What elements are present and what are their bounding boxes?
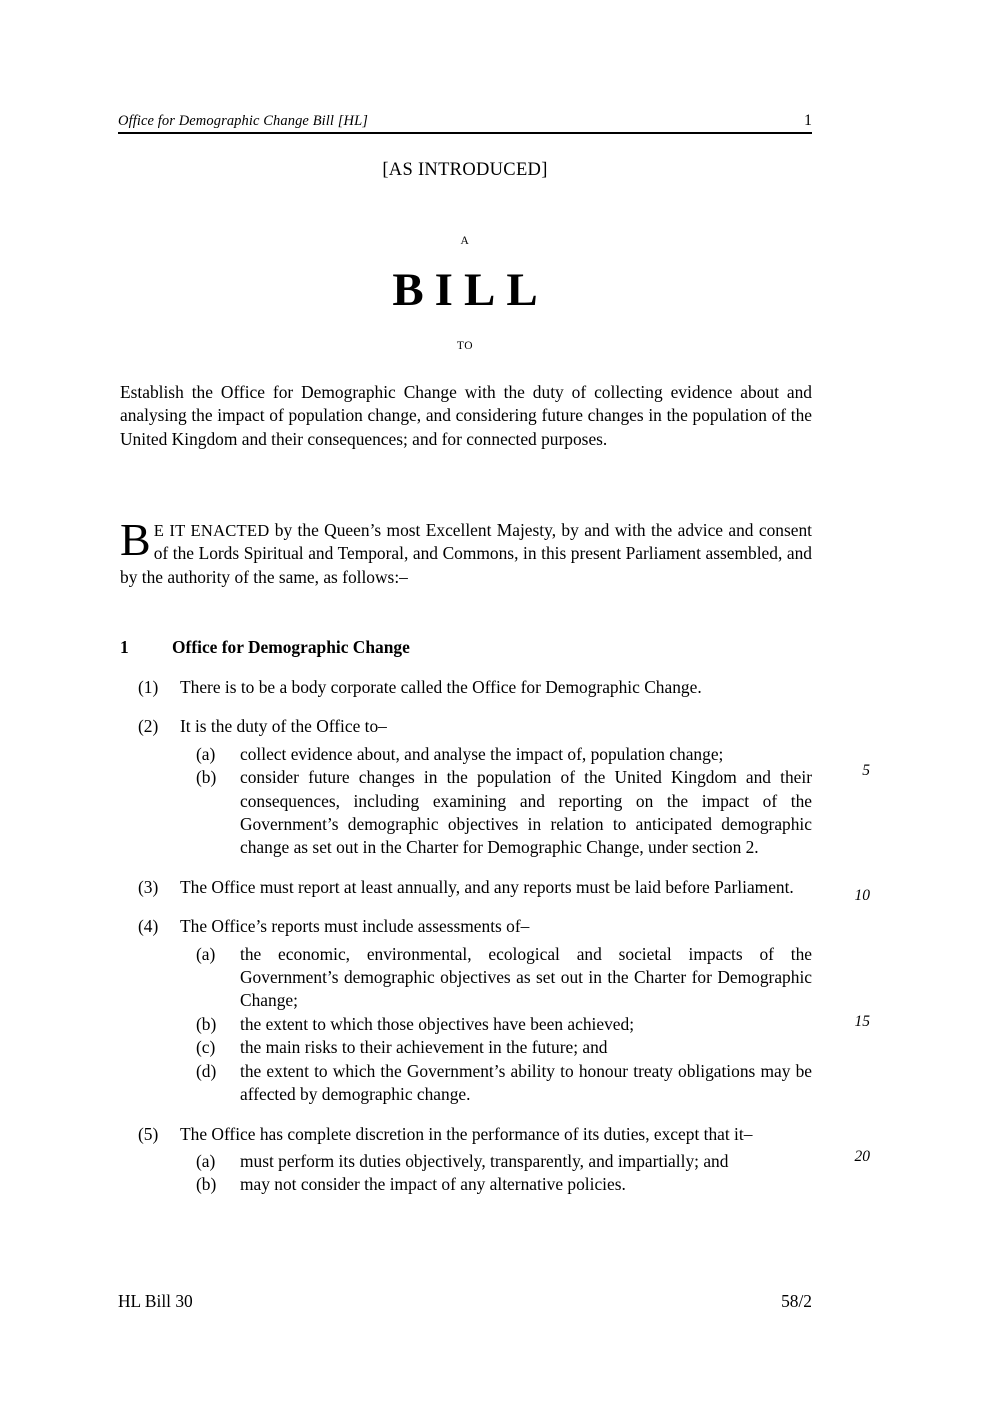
- paragraph-text: the extent to which the Government’s ability to honour treaty obligations may be affected by demographic change.: [240, 1060, 812, 1105]
- subsection: [0, 1123, 991, 1146]
- subsection-number: (1): [138, 677, 159, 697]
- paragraph: [0, 943, 991, 1013]
- subsection-text: The Office must report at least annually, and any reports must be laid before Parliament.: [180, 876, 794, 897]
- subsection: [0, 676, 991, 699]
- enacting-text: by the Queen’s most Excellent Majesty, by and with the advice and consent of the Lords Spiritual and Temporal, and Commons, in this present Parliament assembled, and by the authority of the same, as follows:–: [120, 520, 812, 587]
- paragraph-list: [0, 743, 991, 860]
- header-rule: [118, 132, 812, 134]
- paragraph-letter: (a): [196, 1150, 216, 1171]
- paragraph-text: collect evidence about, and analyse the impact of, population change;: [240, 743, 724, 764]
- section-heading: [0, 636, 991, 658]
- paragraph-text: the main risks to their achievement in the future; and: [240, 1037, 608, 1058]
- dropcap-letter: B: [120, 514, 151, 565]
- status-label: [AS INTRODUCED]: [382, 160, 548, 180]
- margin-line-number: 15: [854, 1013, 870, 1030]
- margin-line-number: 10: [854, 887, 870, 904]
- page-header: [118, 112, 812, 134]
- title-preposition: TO: [456, 340, 474, 352]
- paragraph-letter: (a): [196, 743, 216, 764]
- page-footer: [118, 1291, 812, 1312]
- enacting-formula: [120, 514, 812, 589]
- paragraph-letter: (b): [196, 1174, 217, 1195]
- subsection-number: (3): [138, 876, 159, 897]
- subsection-text: The Office has complete discretion in the performance of its duties, except that it–: [180, 1123, 753, 1144]
- header-bill-title: Office for Demographic Change Bill [HL]: [118, 113, 368, 129]
- subsection: [0, 715, 991, 738]
- footer-print-reference: 58/2: [781, 1291, 812, 1311]
- bill-body: [0, 636, 991, 1213]
- paragraph-letter: (c): [196, 1037, 216, 1058]
- enacting-smallcaps: E IT ENACTED: [153, 521, 270, 540]
- margin-line-number: 20: [854, 1148, 870, 1165]
- paragraph-letter: (a): [196, 943, 216, 964]
- long-title: Establish the Office for Demographic Change with the duty of collecting evidence about and analysing the impact of population change, and considering future changes in the population of the United Kingdom and their consequences; and for connected purposes.: [120, 382, 812, 449]
- paragraph-text: consider future changes in the population of the United Kingdom and their consequences, including examining and reporting on the impact of the Government’s demographic objectives in relation to anticipated demographic change as set out in the Charter for Demographic Change, under section 2.: [240, 767, 812, 858]
- paragraph: [0, 766, 991, 860]
- page-title: BILL: [392, 264, 549, 316]
- paragraph-text: the extent to which those objectives have been achieved;: [240, 1013, 635, 1034]
- margin-line-number: 5: [862, 762, 870, 779]
- subsection-number: (2): [138, 716, 159, 737]
- header-row: [118, 112, 812, 130]
- subsection-number: (5): [138, 1123, 159, 1144]
- paragraph: [0, 1173, 991, 1196]
- subsection: [0, 915, 991, 938]
- subsection-number: (4): [138, 916, 159, 937]
- paragraph-text: must perform its duties objectively, transparently, and impartially; and: [240, 1150, 729, 1171]
- section-title: Office for Demographic Change: [172, 637, 410, 657]
- header-page-number: 1: [804, 112, 812, 129]
- paragraph-letter: (b): [196, 1013, 217, 1034]
- subsection-text: There is to be a body corporate called the Office for Demographic Change.: [180, 677, 702, 697]
- paragraph: [0, 1060, 991, 1107]
- section-number: 1: [120, 637, 129, 657]
- title-article: A: [460, 235, 470, 247]
- paragraph-letter: (b): [196, 767, 217, 788]
- paragraph-text: the economic, environmental, ecological and societal impacts of the Government’s demographic objectives as set out in the Charter for Demographic Change;: [240, 943, 812, 1011]
- subsection-text: The Office’s reports must include assessments of–: [180, 916, 530, 937]
- footer-bill-reference: HL Bill 30: [118, 1291, 193, 1311]
- subsection-text: It is the duty of the Office to–: [180, 716, 387, 737]
- paragraph-text: may not consider the impact of any alternative policies.: [240, 1174, 626, 1195]
- paragraph-letter: (d): [196, 1060, 217, 1081]
- paragraph: [0, 1036, 991, 1059]
